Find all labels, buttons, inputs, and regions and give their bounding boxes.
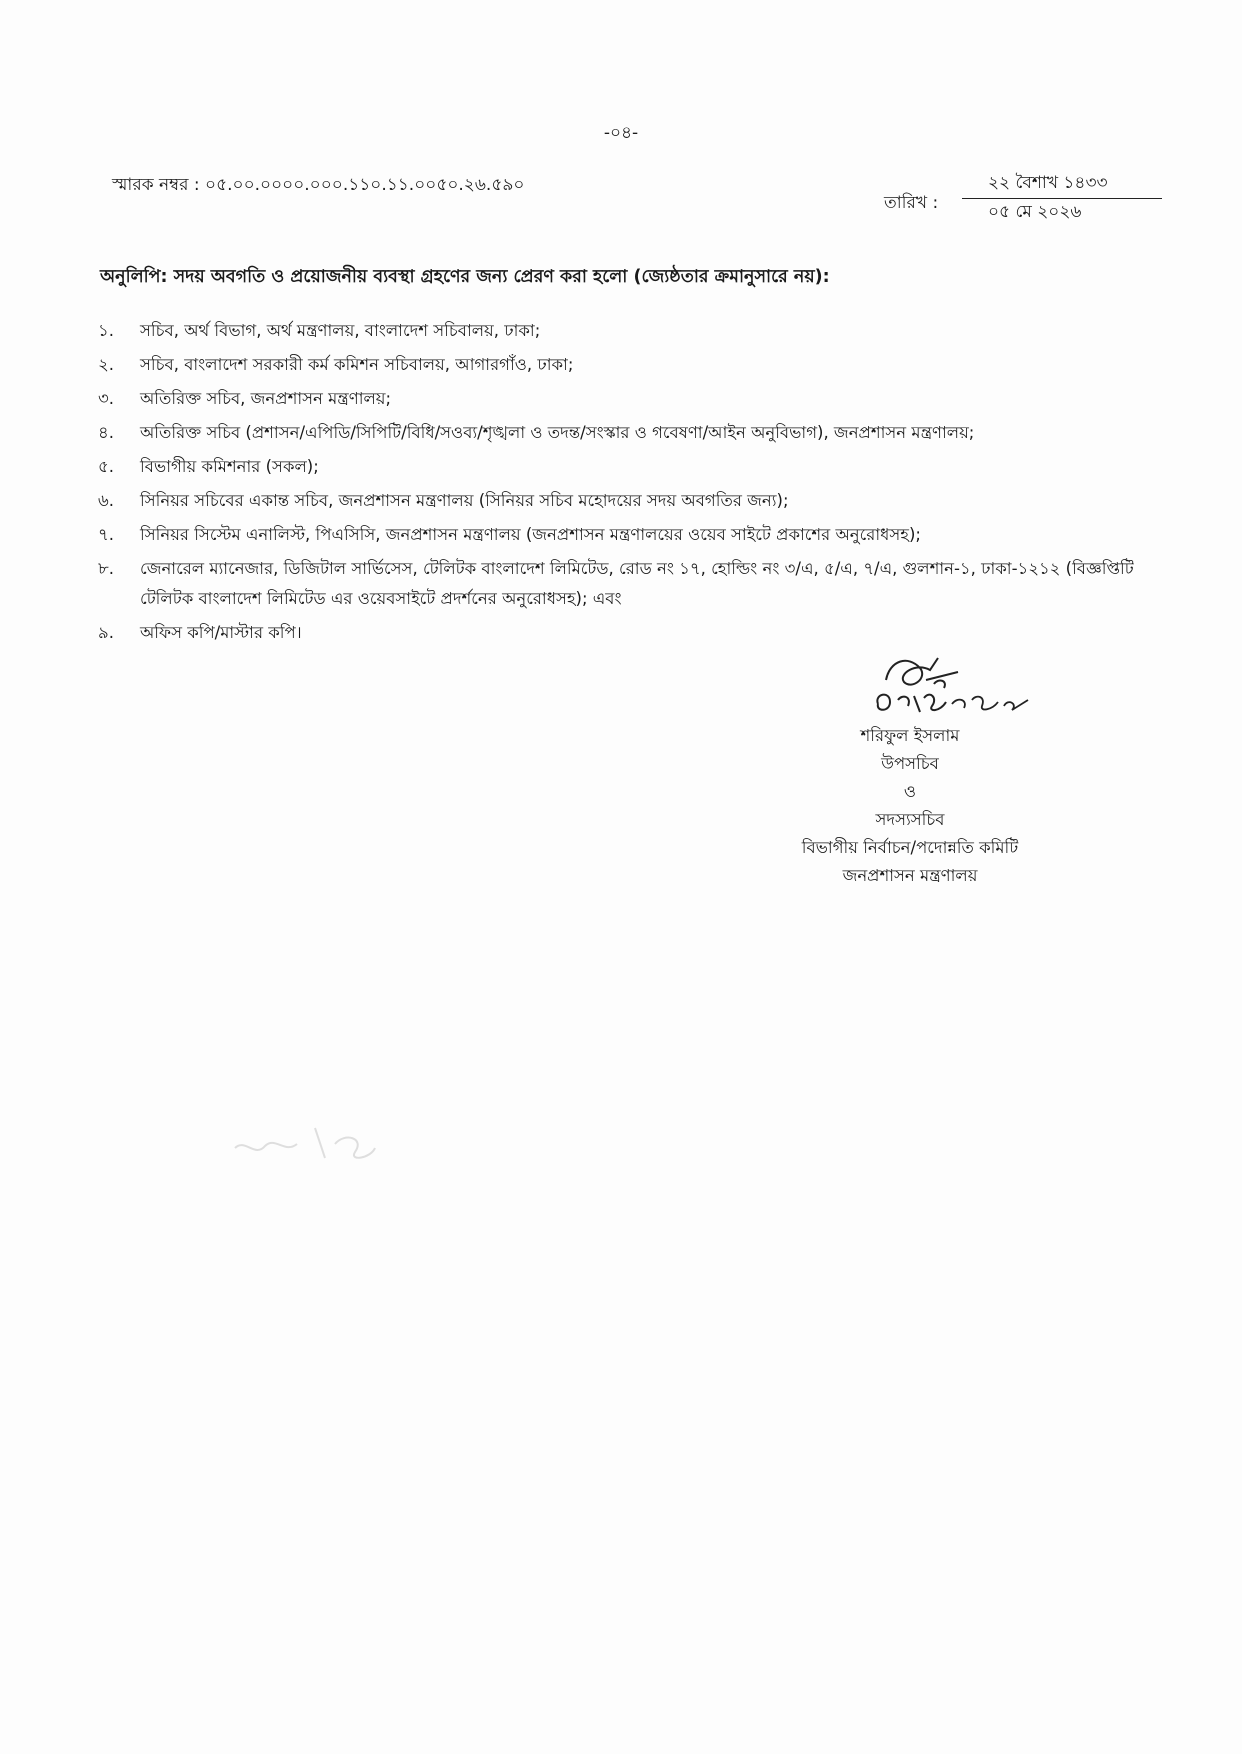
list-item-text: অতিরিক্ত সচিব, জনপ্রশাসন মন্ত্রণালয়; [140,389,392,408]
cc-heading: অনুলিপি: সদয় অবগতি ও প্রয়োজনীয় ব্যবস্থা গ্রহণের জন্য প্রেরণ করা হলো (জ্যেষ্ঠতার ক্রমানুসারে নয়): [100,267,830,287]
signatory-role: সদস্যসচিব [875,810,945,829]
list-item-text: সিনিয়র সচিবের একান্ত সচিব, জনপ্রশাসন মন্ত্রণালয় (সিনিয়র সচিব মহোদয়ের সদয় অবগতির জন্য); [140,491,789,510]
list-item-number: ৭. [98,525,114,544]
list-item [98,520,1178,550]
date-bangla: ২২ বৈশাখ ১৪৩৩ [988,173,1108,193]
list-item-text: সচিব, অর্থ বিভাগ, অর্থ মন্ত্রণালয়, বাংলাদেশ সচিবালয়, ঢাকা; [140,321,541,340]
date-values [962,170,1162,225]
list-item-number: ৮. [98,559,114,578]
page-number: -০৪- [603,123,639,143]
list-item [98,418,1178,448]
memo-label: স্মারক নম্বর : [112,175,206,195]
faint-bleed-through-mark [225,1118,385,1168]
list-item [98,452,1178,482]
handwritten-signature [868,650,1058,730]
list-item-number: ১. [98,321,114,340]
list-item [98,384,1178,414]
list-item-number: ৪. [98,423,114,442]
list-item-number: ৫. [98,457,114,476]
list-item-text: সচিব, বাংলাদেশ সরকারী কর্ম কমিশন সচিবালয়, আগারগাঁও, ঢাকা; [140,355,574,374]
list-item [98,618,1178,648]
list-item [98,554,1178,614]
list-item-number: ৬. [98,491,114,510]
signatory-designation: উপসচিব [881,754,939,773]
list-item [98,350,1178,380]
date-english: ০৫ মে ২০২৬ [988,202,1082,222]
list-item [98,486,1178,516]
list-item-text: অফিস কপি/মাস্টার কপি। [140,623,302,642]
signatory-ministry: জনপ্রশাসন মন্ত্রণালয় [842,866,978,885]
signatory-name: শরিফুল ইসলাম [860,726,960,745]
date-label: তারিখ : [884,193,939,213]
list-item-text: অতিরিক্ত সচিব (প্রশাসন/এপিডি/সিপিটি/বিধি/সওব্য/শৃঙ্খলা ও তদন্ত/সংস্কার ও গবেষণা/আইন অনুবিভাগ), জনপ্রশাসন মন্ত্রণালয়; [140,423,975,442]
list-item-text: বিভাগীয় কমিশনার (সকল); [140,457,319,476]
cc-list [98,316,1178,652]
memo-reference [112,172,524,200]
list-item-text: জেনারেল ম্যানেজার, ডিজিটাল সার্ভিসেস, টেলিটক বাংলাদেশ লিমিটেড, রোড নং ১৭, হোল্ডিং নং ৩/এ, ৫/এ, ৭/এ, গুলশান-১, ঢাকা-১২১২ (বিজ্ঞপ্তিটি টেলিটক বাংলাদেশ লিমিটেড এর ওয়েবসাইটে প্রদর্শনের অনুরোধসহ); এবং [140,559,1134,608]
list-item-text: সিনিয়র সিস্টেম এনালিস্ট, পিএসিসি, জনপ্রশাসন মন্ত্রণালয় (জনপ্রশাসন মন্ত্রণালয়ের ওয়েব সাইটে প্রকাশের অনুরোধসহ); [140,525,921,544]
signatory-block [760,722,1060,890]
memo-number: ০৫.০০.০০০০.০০০.১১০.১১.০০৫০.২৬.৫৯০ [205,175,525,195]
list-item-number: ৩. [98,389,114,408]
signatory-conjunction: ও [903,782,917,801]
list-item-number: ২. [98,355,114,374]
date-block [884,170,1164,230]
signatory-committee: বিভাগীয় নির্বাচন/পদোন্নতি কমিটি [801,838,1019,857]
list-item [98,316,1178,346]
list-item-number: ৯. [98,623,114,642]
